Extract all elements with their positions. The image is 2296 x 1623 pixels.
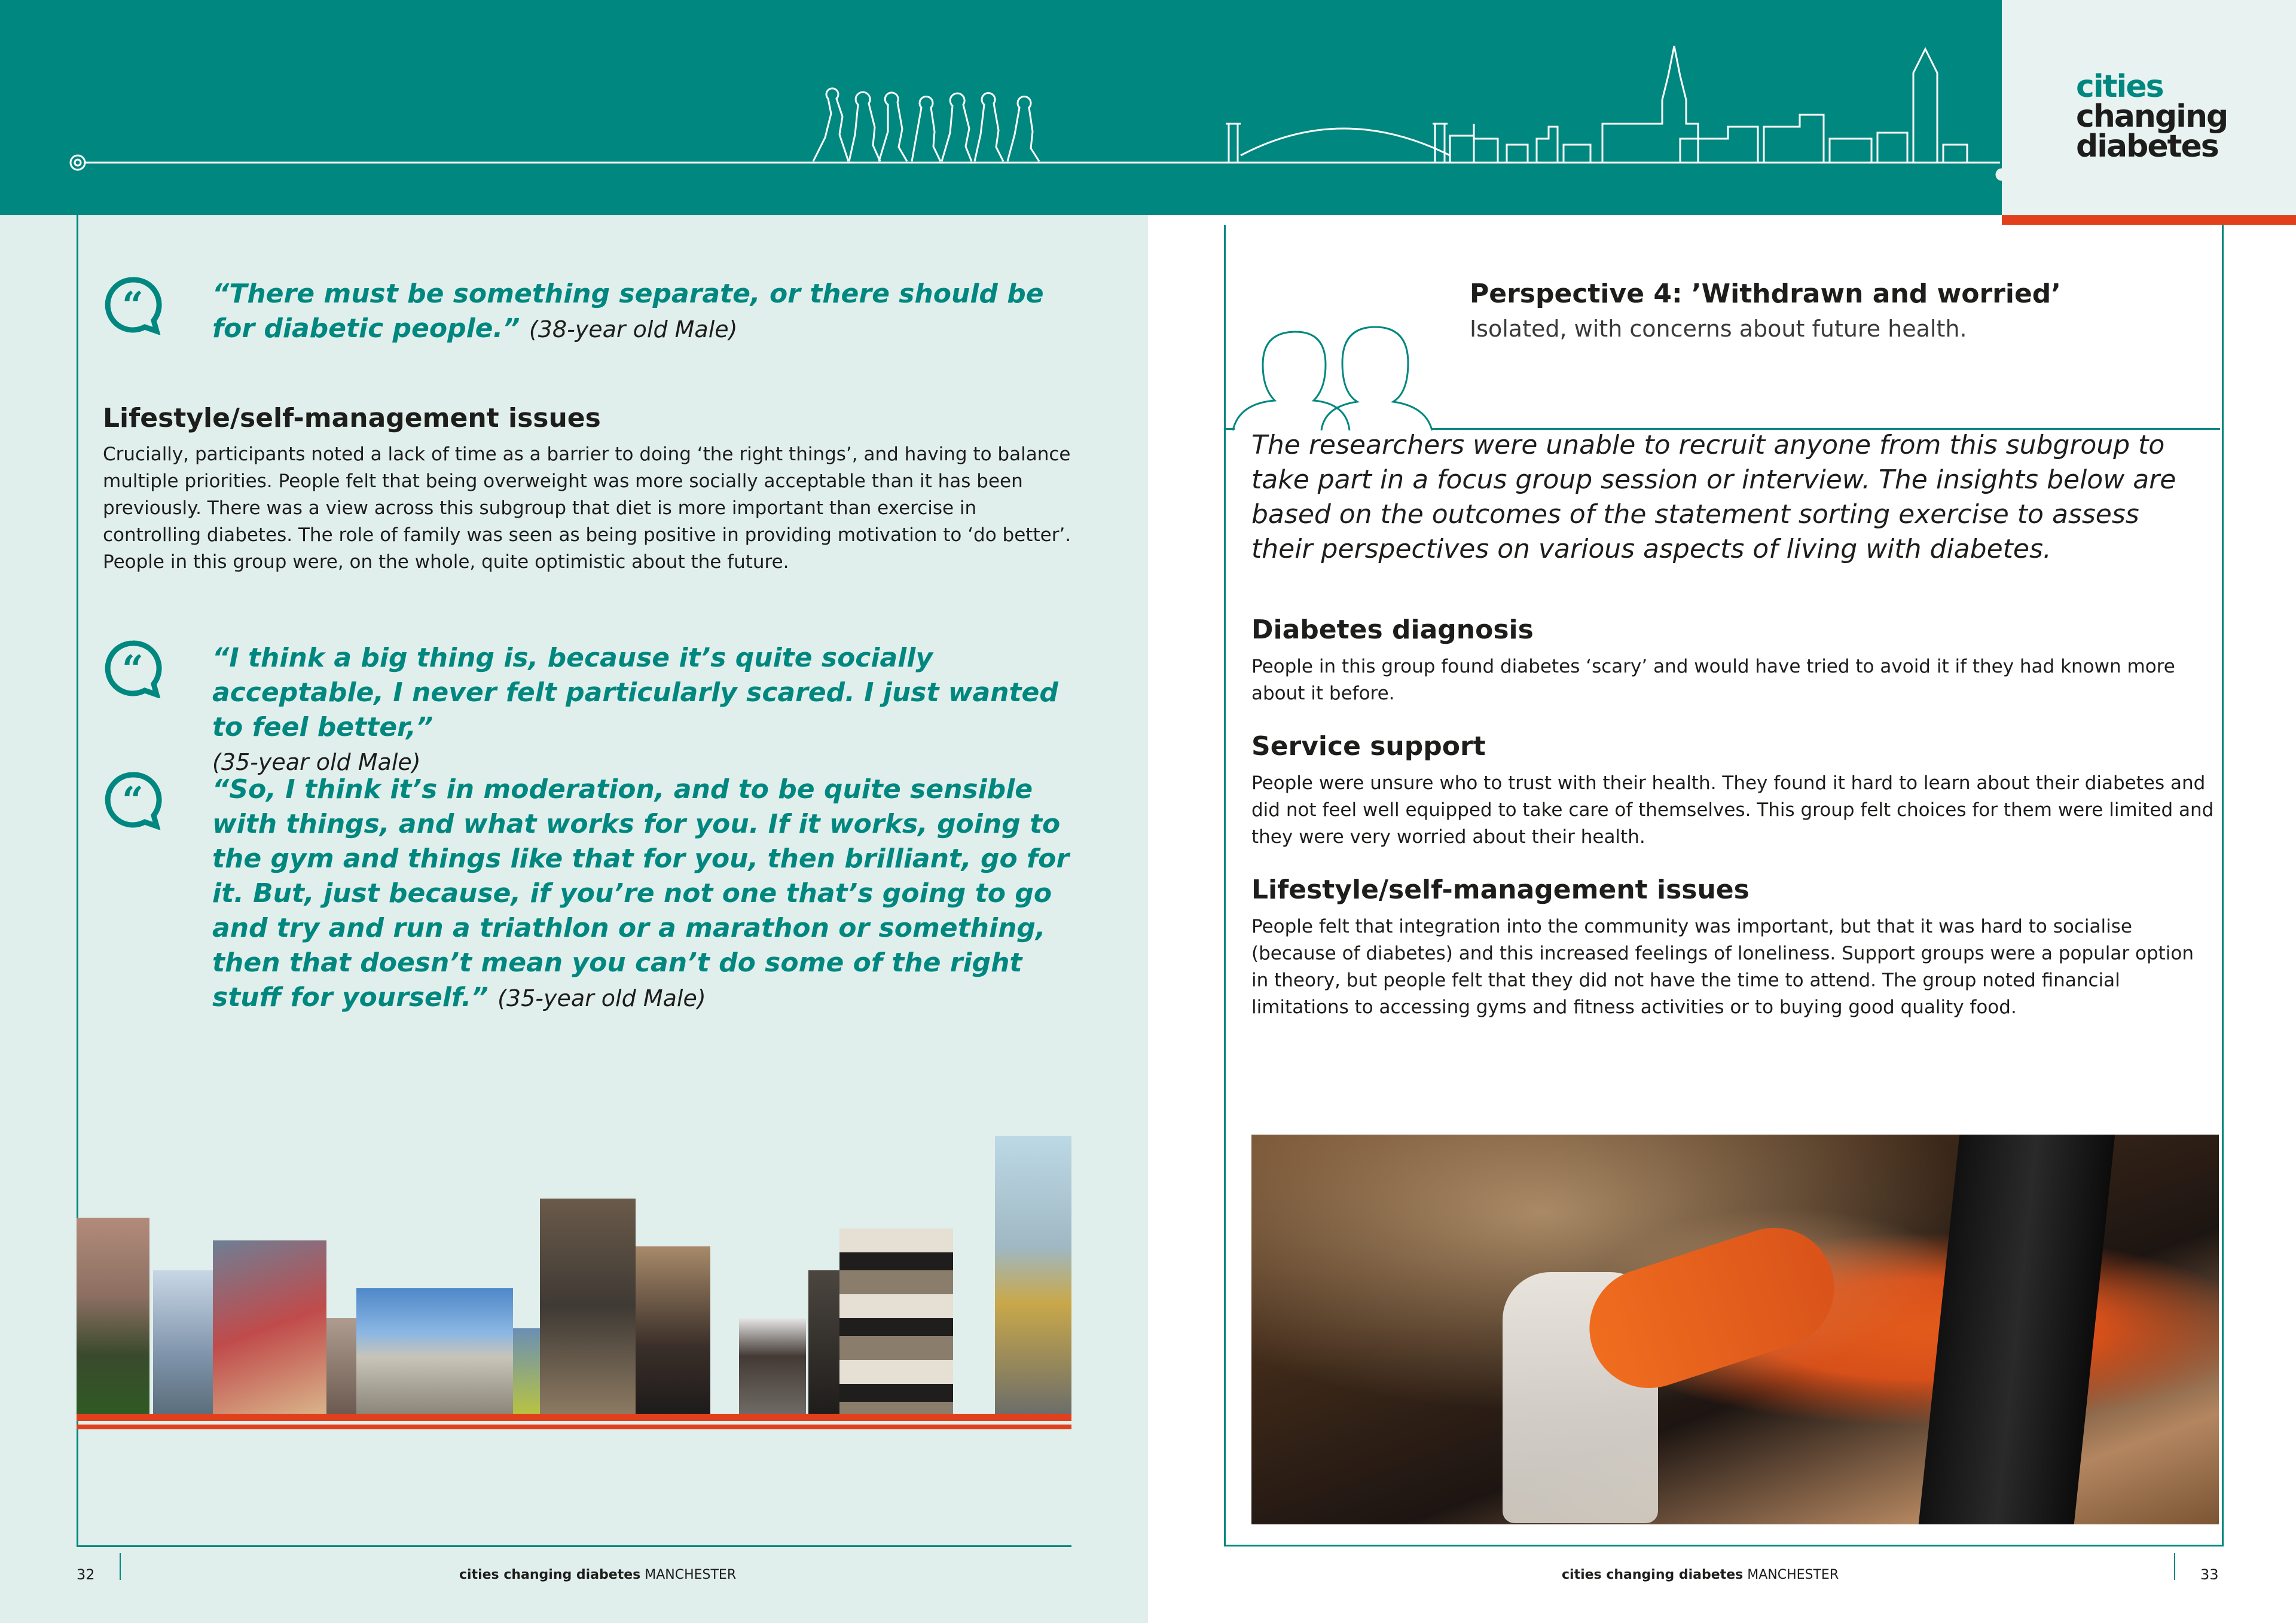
section-body: People felt that integration into the community was important, but that it was hard to socialise (because of diabetes) and this increased feelings of loneliness. Support groups were a popular option in theory, but people felt that they did not have the time to attend. The group noted financial limitations to accessing gyms and fitness activities or to buying good quality food. xyxy=(1251,916,2194,1018)
perspective-subtitle: Isolated, with concerns about future health. xyxy=(1470,316,1967,342)
heads-icon xyxy=(1232,323,1435,433)
footer-divider-left xyxy=(120,1553,121,1580)
section-heading: Lifestyle/self-management issues xyxy=(103,403,601,433)
footer-brand-right xyxy=(1562,1567,1839,1582)
footer-city: MANCHESTER xyxy=(1747,1567,1839,1582)
left-bottom-rule xyxy=(77,1545,1071,1547)
section-body: Crucially, participants noted a lack of time as a barrier to doing ‘the right things’, and having to balance multiple priorities. People felt that being overweight was more socially acceptable than it has been previously. There was a view across this subgroup that diet is more important than exercise in controlling diabetes. The role of family was seen as being positive in providing motivation to ‘do better’. People in this group were, on the whole, quite optimistic about the future. xyxy=(103,444,1071,573)
logo-panel xyxy=(2002,0,2296,215)
photo-tower xyxy=(153,1270,213,1414)
quote-icon xyxy=(103,770,163,830)
logo-line-1: cities xyxy=(2076,69,2163,105)
quote-3 xyxy=(212,772,1085,1016)
photo-workshop xyxy=(213,1240,326,1414)
page-number-left: 32 xyxy=(77,1566,95,1583)
photo-man-reading xyxy=(77,1218,149,1414)
section-heading: Lifestyle/self-management issues xyxy=(1251,875,1750,905)
section-heading: Service support xyxy=(1251,731,1486,762)
svg-text:“: “ xyxy=(122,647,144,690)
logo xyxy=(2076,69,2228,164)
photo-tram xyxy=(513,1328,543,1414)
photo-dark xyxy=(808,1270,839,1414)
svg-text:“: “ xyxy=(122,283,144,327)
collage-orange-stripe-2 xyxy=(77,1425,1071,1429)
intro-paragraph: The researchers were unable to recruit anyone from this subgroup to take part in a focus group session or interview. The insights below are based on the outcomes of the statement sorting exercise to assess their perspectives on various aspects of living with diabetes. xyxy=(1251,430,2176,564)
skyline-illustration xyxy=(0,24,2296,215)
machine-frame xyxy=(1919,1135,2115,1524)
photo-man-glasses xyxy=(636,1246,710,1414)
photo-woman xyxy=(739,1318,806,1414)
svg-text:“: “ xyxy=(122,778,144,822)
quote-1-attribution: (38-year old Male) xyxy=(529,316,738,343)
quote-2 xyxy=(212,641,1085,780)
photo-metrolink xyxy=(995,1136,1071,1414)
quote-2-attribution: (35-year old Male) xyxy=(212,749,421,775)
footer-divider-right xyxy=(2174,1553,2175,1580)
quote-icon xyxy=(103,638,163,698)
accent-bar xyxy=(2002,215,2296,225)
photo-woman-exercising xyxy=(1251,1135,2219,1524)
logo-line-3: diabetes xyxy=(2076,129,2218,164)
quote-icon xyxy=(103,275,163,335)
section-body: People in this group found diabetes ‘scary’ and would have tried to avoid it if they had known more about it before. xyxy=(1251,656,2175,704)
footer-brand-left xyxy=(459,1567,736,1582)
photo-collage xyxy=(77,1136,1071,1474)
photo-building xyxy=(540,1199,636,1414)
collage-orange-stripe-1 xyxy=(77,1414,1071,1421)
section-heading: Diabetes diagnosis xyxy=(1251,615,1534,645)
quote-3-text: “So, I think it’s in moderation, and to be quite sensible with things, and what works for you. If it works, going to the gym and things like that for you, then brilliant, go for it. But, just because, if you’re not one that’s going to go and try and run a triathlon or a marathon or something, then that doesn’t mean you can’t do some of the right stuff for yourself.” xyxy=(212,774,1070,1013)
footer-brand-name: cities changing diabetes xyxy=(459,1567,641,1582)
quote-1-text: “There must be something separate, or there should be for diabetic people.” xyxy=(212,279,1044,344)
page-number-right: 33 xyxy=(2200,1566,2219,1583)
logo-line-2: changing xyxy=(2076,99,2228,135)
quote-2-text: “I think a big thing is, because it’s quite socially acceptable, I never felt particularly scared. I just wanted to feel better,” xyxy=(212,643,1058,742)
footer-brand-name: cities changing diabetes xyxy=(1562,1567,1744,1582)
footer-city: MANCHESTER xyxy=(645,1567,737,1582)
photo-portrait xyxy=(326,1318,356,1414)
photo-old-man xyxy=(839,1228,953,1414)
quote-1 xyxy=(212,277,1085,347)
perspective-title: Perspective 4: ’Withdrawn and worried’ xyxy=(1470,279,2061,309)
quote-3-attribution: (35-year old Male) xyxy=(497,985,706,1011)
photo-library xyxy=(356,1288,513,1414)
orange-leggings xyxy=(1574,1212,1849,1404)
section-body: People were unsure who to trust with their health. They found it hard to learn about their diabetes and did not feel well equipped to take care of themselves. This group felt choices for them were limited and they were very worried about their health. xyxy=(1251,772,2214,848)
